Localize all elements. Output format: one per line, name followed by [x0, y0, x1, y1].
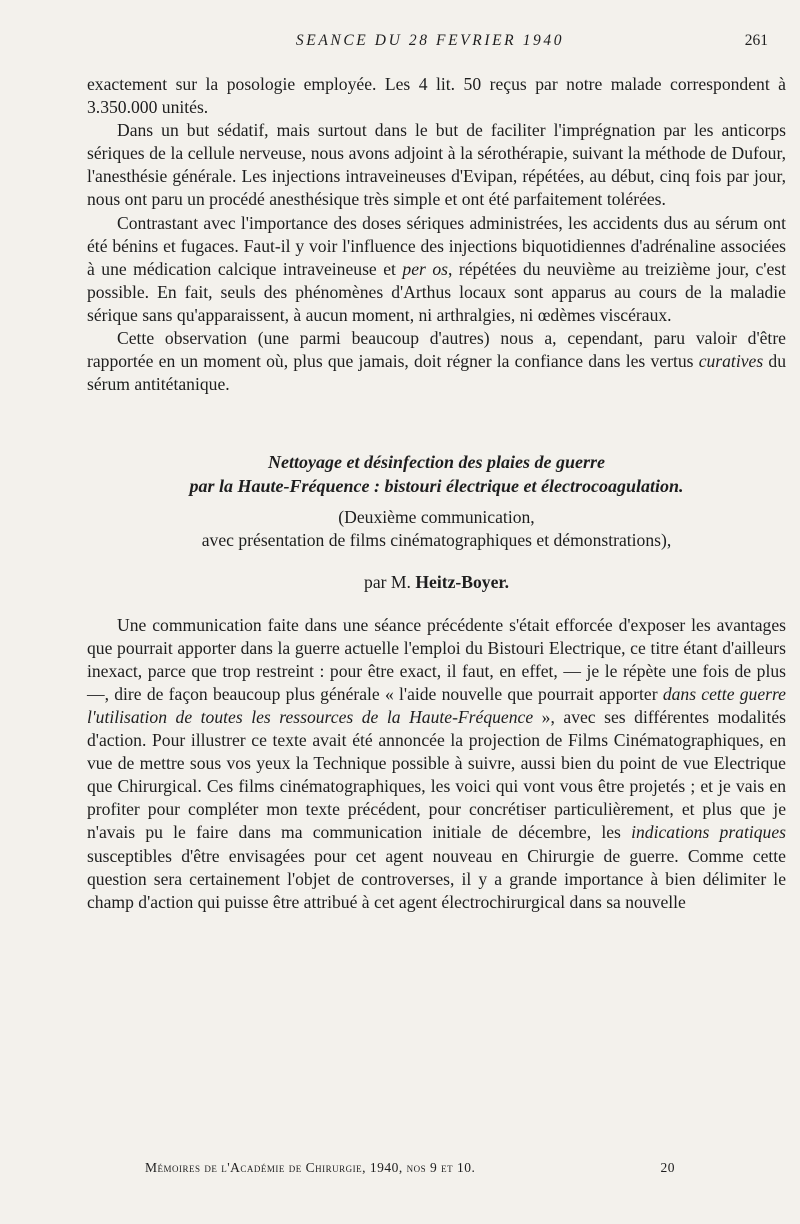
author-prefix: par M.: [364, 571, 416, 592]
section-subtitle-line-1: (Deuxième communication,: [338, 507, 535, 528]
paragraph-2: Dans un but sédatif, mais surtout dans le but de faciliter l'imprégnation par les anticorps sériques de la cellule nerveuse, nous avons adjoint à la sérothérapie, suivant la méthode de Dufour, l'anesthésie générale. Les injections intraveineuses d'Evipan, répétées, au début, cinq fois par jour, nous ont paru un procédé anesthésique très simple et ont été parfaitement tolérées.: [87, 120, 786, 210]
author-name: Heitz-Boyer.: [415, 571, 509, 592]
footer-journal: Mémoires de l'Académie de Chirurgie, 1940, nos 9 et 10.: [145, 1160, 476, 1175]
paragraph-4-text-a: Cette observation (une parmi beaucoup d'autres) nous a, cependant, paru valoir d'être rapportée en un moment où, plus que jamais, doit régner la confiance dans les vertus: [87, 328, 786, 372]
body-text: [87, 73, 786, 914]
main-paragraph: [87, 614, 786, 914]
main-paragraph-text-b: », avec ses différentes modalités d'action. Pour illustrer ce texte avait été annoncée la projection de Films Cinématographiques, en vue de mettre sous vos yeux la Technique possible à suivre, aussi bien du point de vue Electrique que Chirurgical. Ces films cinématographiques, les voici qui vont vous être projetés ; et je vais en profiter pour compléter mon texte précédent, pour concrétiser particulièrement, et plus que je n'avais pu le faire dans ma communication initiale de décembre, les: [87, 706, 786, 843]
section-subtitle-line-2: avec présentation de films cinématographiques et démonstrations),: [201, 530, 672, 551]
main-paragraph-emphasis-2: indications pratiques: [631, 822, 786, 843]
paragraph-1: exactement sur la posologie employée. Les 4 lit. 50 reçus par notre malade correspondent à 3.350.000 unités.: [87, 74, 786, 118]
paragraph-3-emphasis: per os: [402, 258, 448, 279]
footer-sheet-number: 20: [660, 1160, 675, 1175]
section-title-line-2: par la Haute-Fréquence : bistouri électrique et électrocoagulation.: [189, 476, 684, 497]
paragraph-3: [87, 212, 786, 327]
header-page-number: 261: [744, 32, 768, 49]
running-header: [80, 32, 780, 56]
paragraph-3-text-a: Contrastant avec l'importance des doses sériques administrées, les accidents dus au sérum ont été bénins et fugaces. Faut-il y voir l'influence des injections biquotidiennes d'adrénaline associées à une médication calcique intraveineuse et: [87, 212, 786, 279]
paragraph-4-emphasis: curatives: [698, 351, 764, 372]
page-footer: [145, 1160, 675, 1176]
section-author: [87, 571, 786, 594]
paragraph-4: [87, 327, 786, 396]
paragraph-3-text-b: , répétées du neuvième au treizième jour, c'est possible. En fait, seuls des phénomènes d'Arthus locaux sont apparus au cours de la maladie sérique sans qu'apparaissent, à aucun moment, ni arthralgies, ni œdèmes viscéraux.: [87, 258, 786, 325]
paragraph-4-text-b: du sérum antitétanique.: [87, 351, 786, 395]
main-paragraph-text-c: susceptibles d'être envisagées pour cet agent nouveau en Chirurgie de guerre. Comme cette question sera certainement l'objet de controverses, il y a grande importance à bien délimiter le champ d'action qui puisse être attribué à cet agent électrochirurgical dans sa nouvelle: [87, 845, 786, 912]
main-paragraph-text-a: Une communication faite dans une séance précédente s'était efforcée d'exposer les avantages que pourrait apporter dans la guerre actuelle l'emploi du Bistouri Electrique, ce titre étant d'ailleurs inexact, parce que trop restreint : pour être exact, il faut, en effet, — je le répète une fois de plus —, dire de façon beaucoup plus générale « l'aide nouvelle que pourrait apporter: [87, 614, 786, 704]
section-title-line-1: Nettoyage et désinfection des plaies de guerre: [268, 452, 605, 473]
main-paragraph-emphasis-1: dans cette guerre l'utilisation de toutes les ressources de la Haute-Fréquence: [87, 683, 786, 727]
section-subtitle: [87, 506, 786, 552]
header-title: SEANCE DU 28 FEVRIER 1940: [295, 32, 565, 49]
section-title: [87, 450, 786, 498]
